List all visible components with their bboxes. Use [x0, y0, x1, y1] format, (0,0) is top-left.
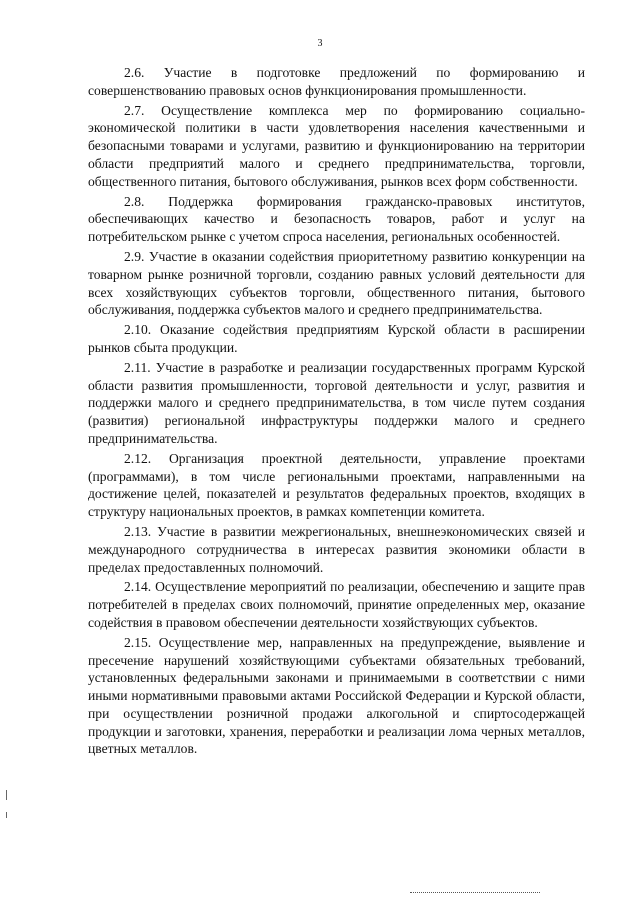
paragraph-2-7: 2.7. Осуществление комплекса мер по формированию социально-экономической политики в части удовлетворения населения качественными и безопасными товарами и услугами, развитию и функционированию на территории области предприятий малого и среднего предпринимательства, торговли, общественного питания, бытового обслуживания, рынков всех форм собственности.	[88, 102, 585, 189]
paragraph-2-13: 2.13. Участие в развитии межрегиональных, внешнеэкономических связей и международного сотрудничества в интересах развития экономики области в пределах предоставленных полномочий.	[88, 523, 585, 575]
paragraph-2-11: 2.11. Участие в разработке и реализации государственных программ Курской области развития промышленности, торговой деятельности и услуг, развития и поддержки малого и среднего предпринимательства, в том числе путем создания (развития) региональной инфраструктуры поддержки малого и среднего предпринимательства.	[88, 359, 585, 446]
paragraph-2-14: 2.14. Осуществление мероприятий по реализации, обеспечению и защите прав потребителей в пределах своих полномочий, принятие определенных мер, оказание содействия в правовом обеспечении деятельности хозяйствующих субъектов.	[88, 579, 585, 630]
paragraph-2-10: 2.10. Оказание содействия предприятиям Курской области в расширении рынков сбыта продукции.	[88, 322, 585, 355]
document-body	[88, 64, 585, 760]
paragraph-2-15: 2.15. Осуществление мер, направленных на предупреждение, выявление и пресечение нарушений хозяйствующими субъектами обязательных требований, установленных федеральными законами и принимаемыми в соответствии с ними иными нормативными правовыми актами Российской Федерации и Курской области, при осуществлении розничной продажи алкогольной и спиртосодержащей продукции и заготовки, хранения, переработки и реализации лома черных металлов, цветных металлов.	[88, 634, 585, 757]
page-number: 3	[317, 38, 323, 49]
paragraph-2-9: 2.9. Участие в оказании содействия приоритетному развитию конкуренции на товарном рынке розничной торговли, созданию равных условий деятельности для всех хозяйствующих субъектов торговли, общественного питания, бытового обслуживания, поддержка субъектов малого и среднего предпринимательства.	[88, 248, 585, 318]
paragraph-2-12: 2.12. Организация проектной деятельности, управление проектами (программами), в том числе региональными проектами, направленными на достижение целей, показателей и результатов федеральных проектов, входящих в структуру национальных проектов, в рамках компетенции комитета.	[88, 450, 585, 520]
paragraph-2-6: 2.6. Участие в подготовке предложений по формированию и совершенствованию правовых основ функционирования промышленности.	[88, 65, 585, 98]
scan-margin-mark	[6, 812, 7, 818]
scan-margin-mark	[6, 790, 7, 800]
scan-footer-mark	[410, 888, 540, 893]
paragraph-2-8: 2.8. Поддержка формирования гражданско-правовых институтов, обеспечивающих качество и безопасность товаров, работ и услуг на потребительском рынке с учетом спроса населения, региональных особенностей.	[88, 193, 585, 245]
